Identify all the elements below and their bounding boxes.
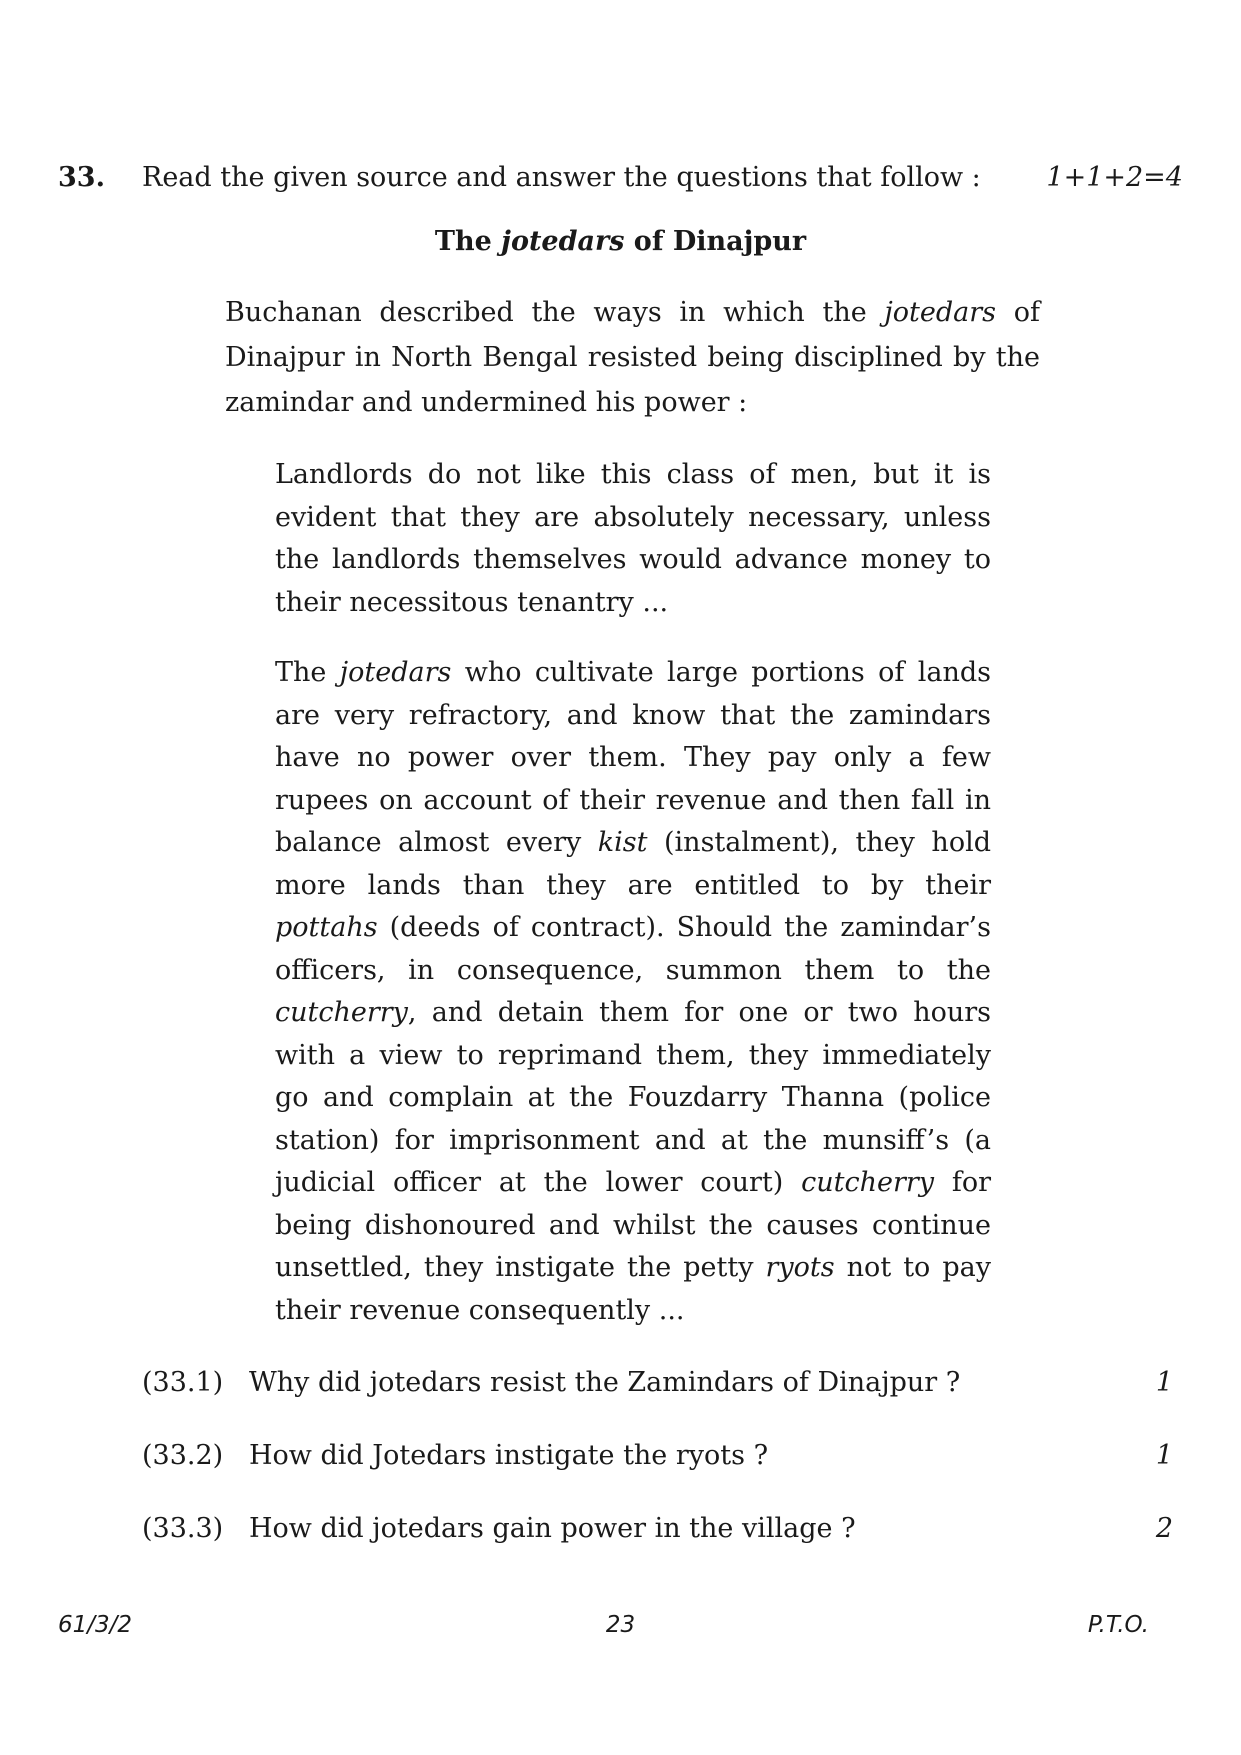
question-number: 33. [58, 162, 105, 193]
paper-code: 61/3/2 [58, 1612, 133, 1638]
source-title-part: of Dinajpur [624, 226, 807, 257]
intro-text: Buchanan described the ways in which the [225, 297, 885, 328]
subquestion-marks: 2 [1155, 1513, 1173, 1544]
quote-text: (deeds of contract). Should the zamindar’s officers, in consequence, summon them to the [275, 912, 991, 986]
quote-italic: kist [597, 827, 648, 858]
quote-text: not to pay their revenue consequently ... [275, 1252, 991, 1326]
intro-italic: jotedars [884, 297, 997, 328]
quote-text: The [275, 657, 340, 688]
subquestion-number: (33.2) [142, 1440, 224, 1471]
subquestion-marks: 1 [1155, 1440, 1173, 1471]
source-title-italic: jotedars [501, 226, 625, 257]
page-number: 23 [605, 1612, 636, 1638]
quote-italic: pottahs [275, 912, 378, 943]
subquestion-number: (33.3) [142, 1513, 224, 1544]
subquestion-marks: 1 [1155, 1367, 1173, 1398]
quote-text: (instalment), they hold more lands than they are entitled to by their [275, 827, 991, 901]
quote-text: for being dishonoured and whilst the causes continue unsettled, they instigate the petty [275, 1167, 991, 1283]
subquestion-text: How did jotedars gain power in the village ? [249, 1513, 856, 1544]
pto-label: P.T.O. [1087, 1612, 1149, 1638]
quote-text: who cultivate large portions of lands are very refractory, and know that the zamindars have no power over them. They pay only a few rupees on account of their revenue and then fall in balance almost every [275, 657, 991, 858]
source-intro [225, 290, 1040, 425]
subquestion-text: Why did jotedars resist the Zamindars of Dinajpur ? [249, 1367, 961, 1398]
source-title [0, 226, 1241, 257]
quote-italic: ryots [765, 1252, 835, 1283]
quote-paragraph-1: Landlords do not like this class of men, but it is evident that they are absolutely necessary, unless the landlords themselves would advance money to their necessitous tenantry ... [275, 459, 991, 618]
quote-italic: cutcherry [801, 1167, 935, 1198]
question-instruction: Read the given source and answer the questions that follow : [142, 162, 981, 193]
question-marks: 1+1+2=4 [1046, 162, 1183, 193]
quote-text: , and detain them for one or two hours with a view to reprimand them, they immediately go and complain at the Fouzdarry Thanna (police station) for imprisonment and at the munsiff’s (a judicial officer at the lower court) [275, 997, 991, 1198]
subquestion-number: (33.1) [142, 1367, 224, 1398]
source-title-part: The [434, 226, 502, 257]
subquestion-text: How did Jotedars instigate the ryots ? [249, 1440, 769, 1471]
quote-italic: jotedars [339, 657, 452, 688]
quote-paragraph-2 [275, 652, 991, 1332]
quote-italic: cutcherry [275, 997, 408, 1028]
intro-text: of Dinajpur in North Bengal resisted being disciplined by the zamindar and undermined his power : [225, 297, 1040, 418]
